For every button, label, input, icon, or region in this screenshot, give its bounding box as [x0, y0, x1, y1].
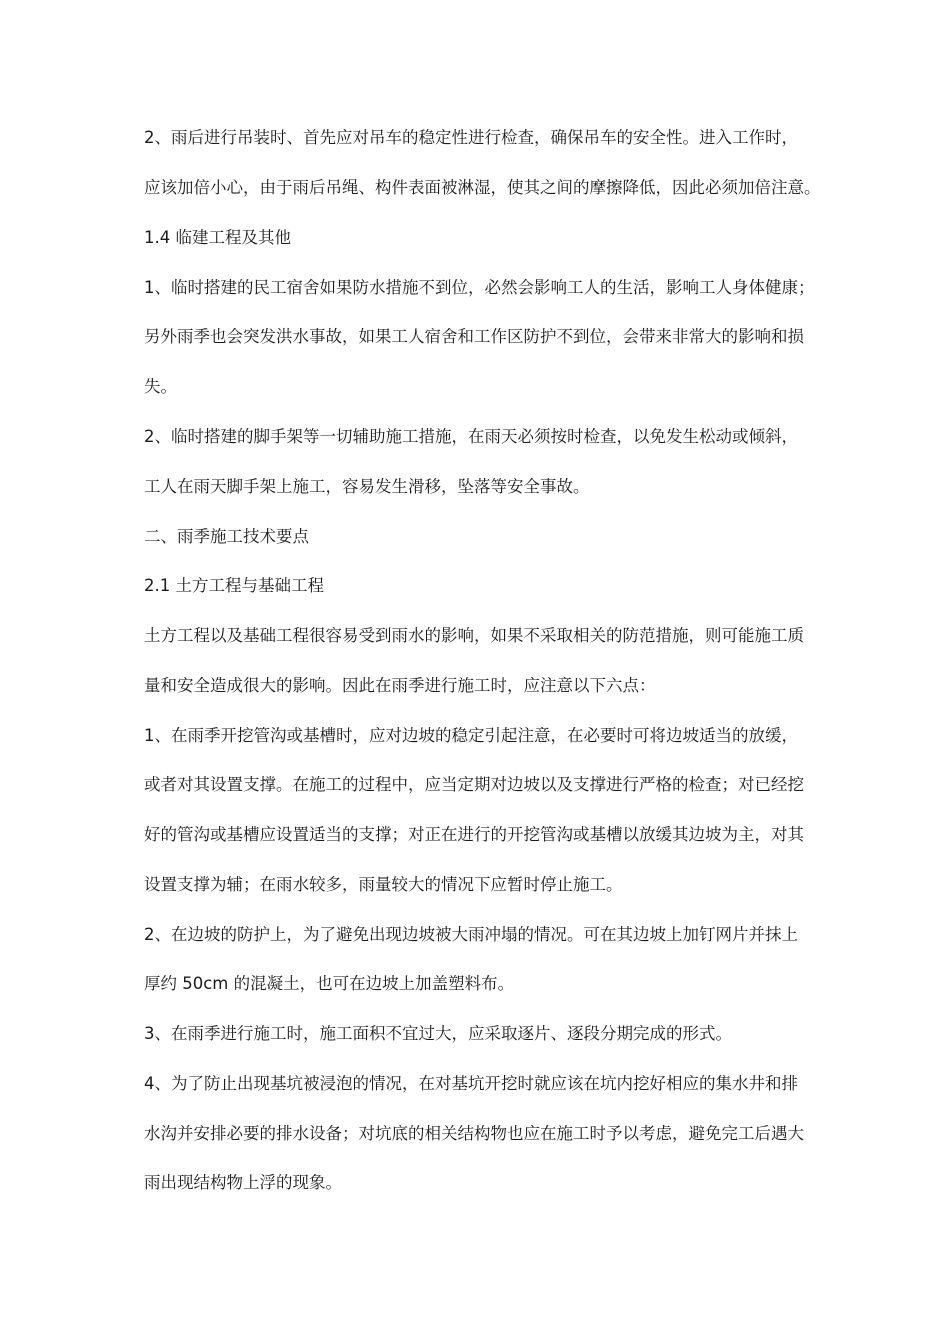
text-line: 另外雨季也会突发洪水事故，如果工人宿舍和工作区防护不到位，会带来非常大的影响和损 [144, 327, 804, 346]
text-line: 3、在雨季进行施工时，施工面积不宜过大，应采取逐片、逐段分期完成的形式。 [144, 1024, 732, 1043]
text-line: 好的管沟或基槽应设置适当的支撑；对正在进行的开挖管沟或基槽以放缓其边坡为主，对其 [144, 825, 804, 844]
text-line: 失。 [144, 377, 177, 396]
text-line: 土方工程以及基础工程很容易受到雨水的影响，如果不采取相关的防范措施，则可能施工质 [144, 626, 804, 645]
text-line: 1、临时搭建的民工宿舍如果防水措施不到位，必然会影响工人的生活，影响工人身体健康； [144, 278, 815, 297]
text-line: 2、临时搭建的脚手架等一切辅助施工措施，在雨天必须按时检查，以免发生松动或倾斜， [144, 427, 798, 446]
text-line: 2、在边坡的防护上，为了避免出现边坡被大雨冲塌的情况。可在其边坡上加钉网片并抹上 [144, 925, 798, 944]
text-line: 雨出现结构物上浮的现象。 [144, 1173, 342, 1192]
text-line: 设置支撑为辅；在雨水较多，雨量较大的情况下应暂时停止施工。 [144, 875, 623, 894]
text-line: 厚约 50cm 的混凝土，也可在边坡上加盖塑料布。 [144, 974, 515, 993]
text-line: 或者对其设置支撑。在施工的过程中，应当定期对边坡以及支撑进行严格的检查；对已经挖 [144, 775, 804, 794]
chapter-heading: 二、雨季施工技术要点 [144, 527, 309, 546]
text-line: 2、雨后进行吊装时、首先应对吊车的稳定性进行检查，确保吊车的安全性。进入工作时， [144, 128, 798, 147]
text-line: 1、在雨季开挖管沟或基槽时，应对边坡的稳定引起注意，在必要时可将边坡适当的放缓， [144, 726, 798, 745]
section-heading: 2.1 土方工程与基础工程 [144, 576, 324, 595]
section-heading: 1.4 临建工程及其他 [144, 228, 291, 247]
text-line: 水沟并安排必要的排水设备；对坑底的相关结构物也应在施工时予以考虑，避免完工后遇大 [144, 1124, 804, 1143]
text-line: 量和安全造成很大的影响。因此在雨季进行施工时，应注意以下六点： [144, 676, 656, 695]
text-line: 4、为了防止出现基坑被浸泡的情况，在对基坑开挖时就应该在坑内挖好相应的集水井和排 [144, 1074, 798, 1093]
text-line: 工人在雨天脚手架上施工，容易发生滑移，坠落等安全事故。 [144, 477, 590, 496]
text-line: 应该加倍小心，由于雨后吊绳、构件表面被淋湿，使其之间的摩擦降低，因此必须加倍注意。 [144, 178, 821, 197]
